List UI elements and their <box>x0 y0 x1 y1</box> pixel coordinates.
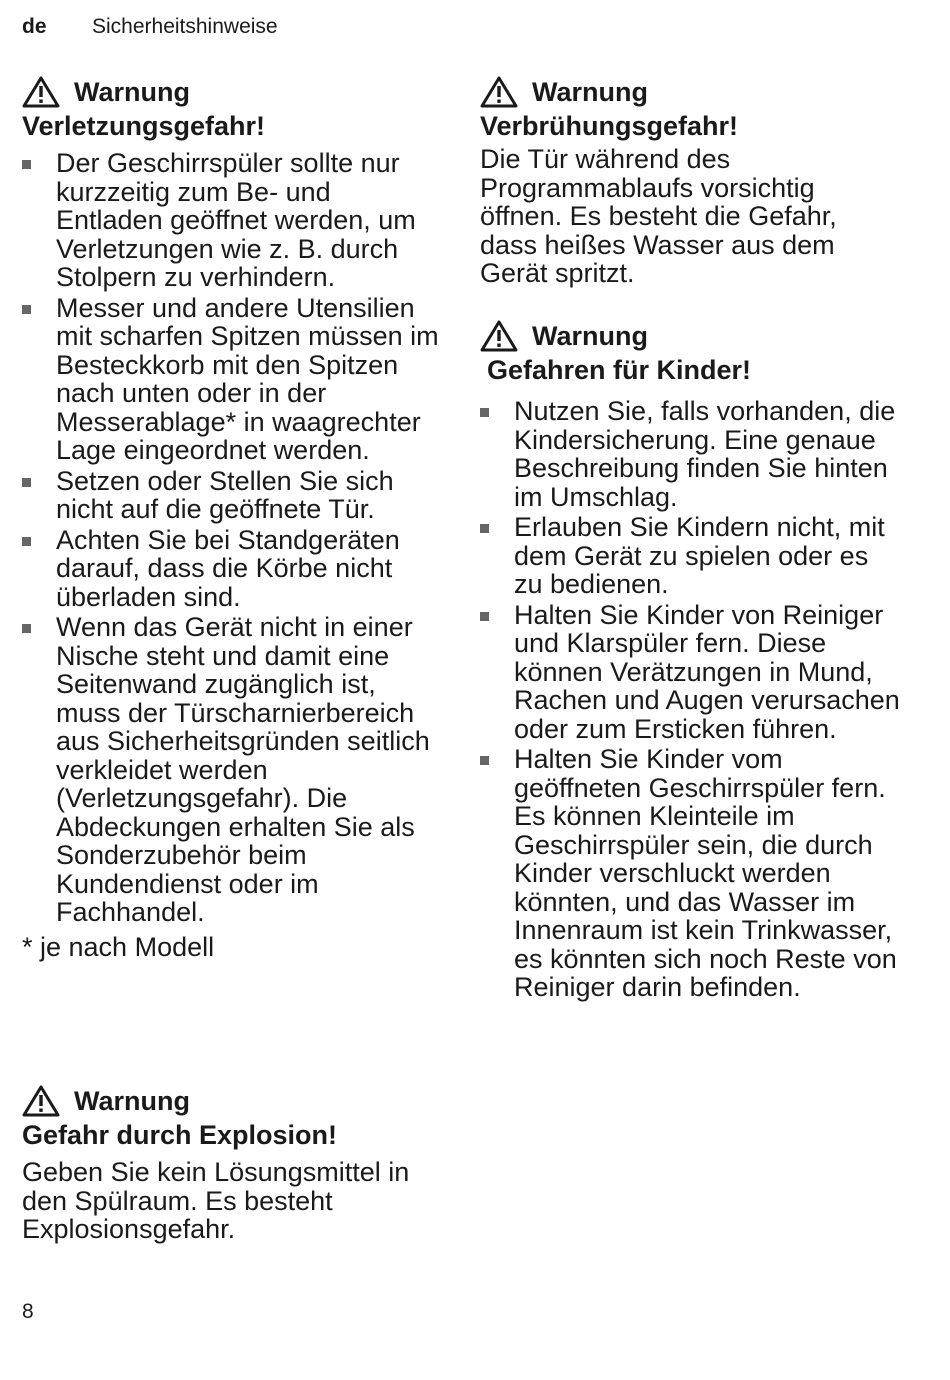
bullet-square-icon <box>22 305 31 314</box>
bullet-square-icon <box>480 612 489 621</box>
warning-triangle-icon <box>22 75 60 109</box>
bullet-square-icon <box>480 524 489 533</box>
explosion-title: Gefahr durch Explosion! <box>22 1120 338 1150</box>
children-warning-heading <box>480 319 900 353</box>
warning-triangle-icon <box>480 75 518 109</box>
scald-warning-block <box>480 75 900 288</box>
children-list <box>480 397 900 1002</box>
explosion-warning-block <box>22 1084 442 1244</box>
list-item: Halten Sie Kinder von Reiniger und Klarspüler fern. Diese können Verätzungen in Mund, Rachen und Augen verursachen oder zum Ersticken führen. <box>480 601 900 744</box>
list-item: Setzen oder Stellen Sie sich nicht auf die geöffnete Tür. <box>22 467 442 524</box>
explosion-text: Geben Sie kein Lösungsmittel in den Spülraum. Es besteht Explosionsgefahr. <box>22 1157 410 1244</box>
bullet-square-icon <box>22 160 31 169</box>
injury-title: Verletzungsgefahr! <box>22 111 266 141</box>
page-header <box>22 15 278 39</box>
list-item: Nutzen Sie, falls vorhanden, die Kindersicherung. Eine genaue Beschreibung finden Sie hinten im Umschlag. <box>480 397 900 511</box>
bullet-square-icon <box>480 756 489 765</box>
page-number: 8 <box>22 1300 34 1323</box>
list-item: Achten Sie bei Standgeräten darauf, dass die Körbe nicht überladen sind. <box>22 526 442 612</box>
section-title: Sicherheitshinweise <box>92 15 278 38</box>
children-warning-block <box>480 319 900 1004</box>
bullet-square-icon <box>22 537 31 546</box>
list-item: Wenn das Gerät nicht in einer Nische steht und damit eine Seitenwand zugänglich ist, muss der Türscharnierbereich aus Sicherheitsgründen seitlich verkleidet werden (Verletzungsgefahr). Die Abdeckungen erhalten Sie als Sonderzubehör beim Kundendienst oder im Fachhandel. <box>22 613 442 927</box>
injury-warning-heading <box>22 75 442 109</box>
list-item: Erlauben Sie Kindern nicht, mit dem Gerät zu spielen oder es zu bedienen. <box>480 513 900 599</box>
warning-triangle-icon <box>22 1084 60 1118</box>
explosion-warning-heading <box>22 1084 442 1118</box>
list-item: Halten Sie Kinder vom geöffneten Geschirrspüler fern. Es können Kleinteile im Geschirrspüler sein, die durch Kinder verschluckt werden könnten, und das Wasser im Innenraum ist kein Trinkwasser, es könnten sich noch Reste von Reiniger darin befinden. <box>480 745 900 1002</box>
scald-title: Verbrühungsgefahr! <box>480 111 739 141</box>
bullet-square-icon <box>22 478 31 487</box>
children-title: Gefahren für Kinder! <box>487 355 752 385</box>
injury-warning-block <box>22 75 442 961</box>
injury-list <box>22 149 442 927</box>
bullet-square-icon <box>22 624 31 633</box>
warning-label: Warnung <box>74 76 190 107</box>
warning-triangle-icon <box>480 319 518 353</box>
language-code: de <box>22 15 47 38</box>
warning-label: Warnung <box>532 76 648 107</box>
list-item: Der Geschirrspüler sollte nur kurzzeitig zum Be- und Entladen geöffnet werden, um Verletzungen wie z. B. durch Stolpern zu verhindern. <box>22 149 442 292</box>
scald-text: Die Tür während des Programmablaufs vorsichtig öffnen. Es besteht die Gefahr, dass heißes Wasser aus dem Gerät spritzt. <box>480 144 837 288</box>
bullet-square-icon <box>480 408 489 417</box>
list-item: Messer und andere Utensilien mit scharfen Spitzen müssen im Besteckkorb mit den Spitzen nach unten oder in der Messerablage* in waagrechter Lage eingeordnet werden. <box>22 294 442 465</box>
scald-warning-heading <box>480 75 900 109</box>
warning-label: Warnung <box>532 320 648 351</box>
warning-label: Warnung <box>74 1085 190 1116</box>
footnote: * je nach Modell <box>22 931 215 962</box>
